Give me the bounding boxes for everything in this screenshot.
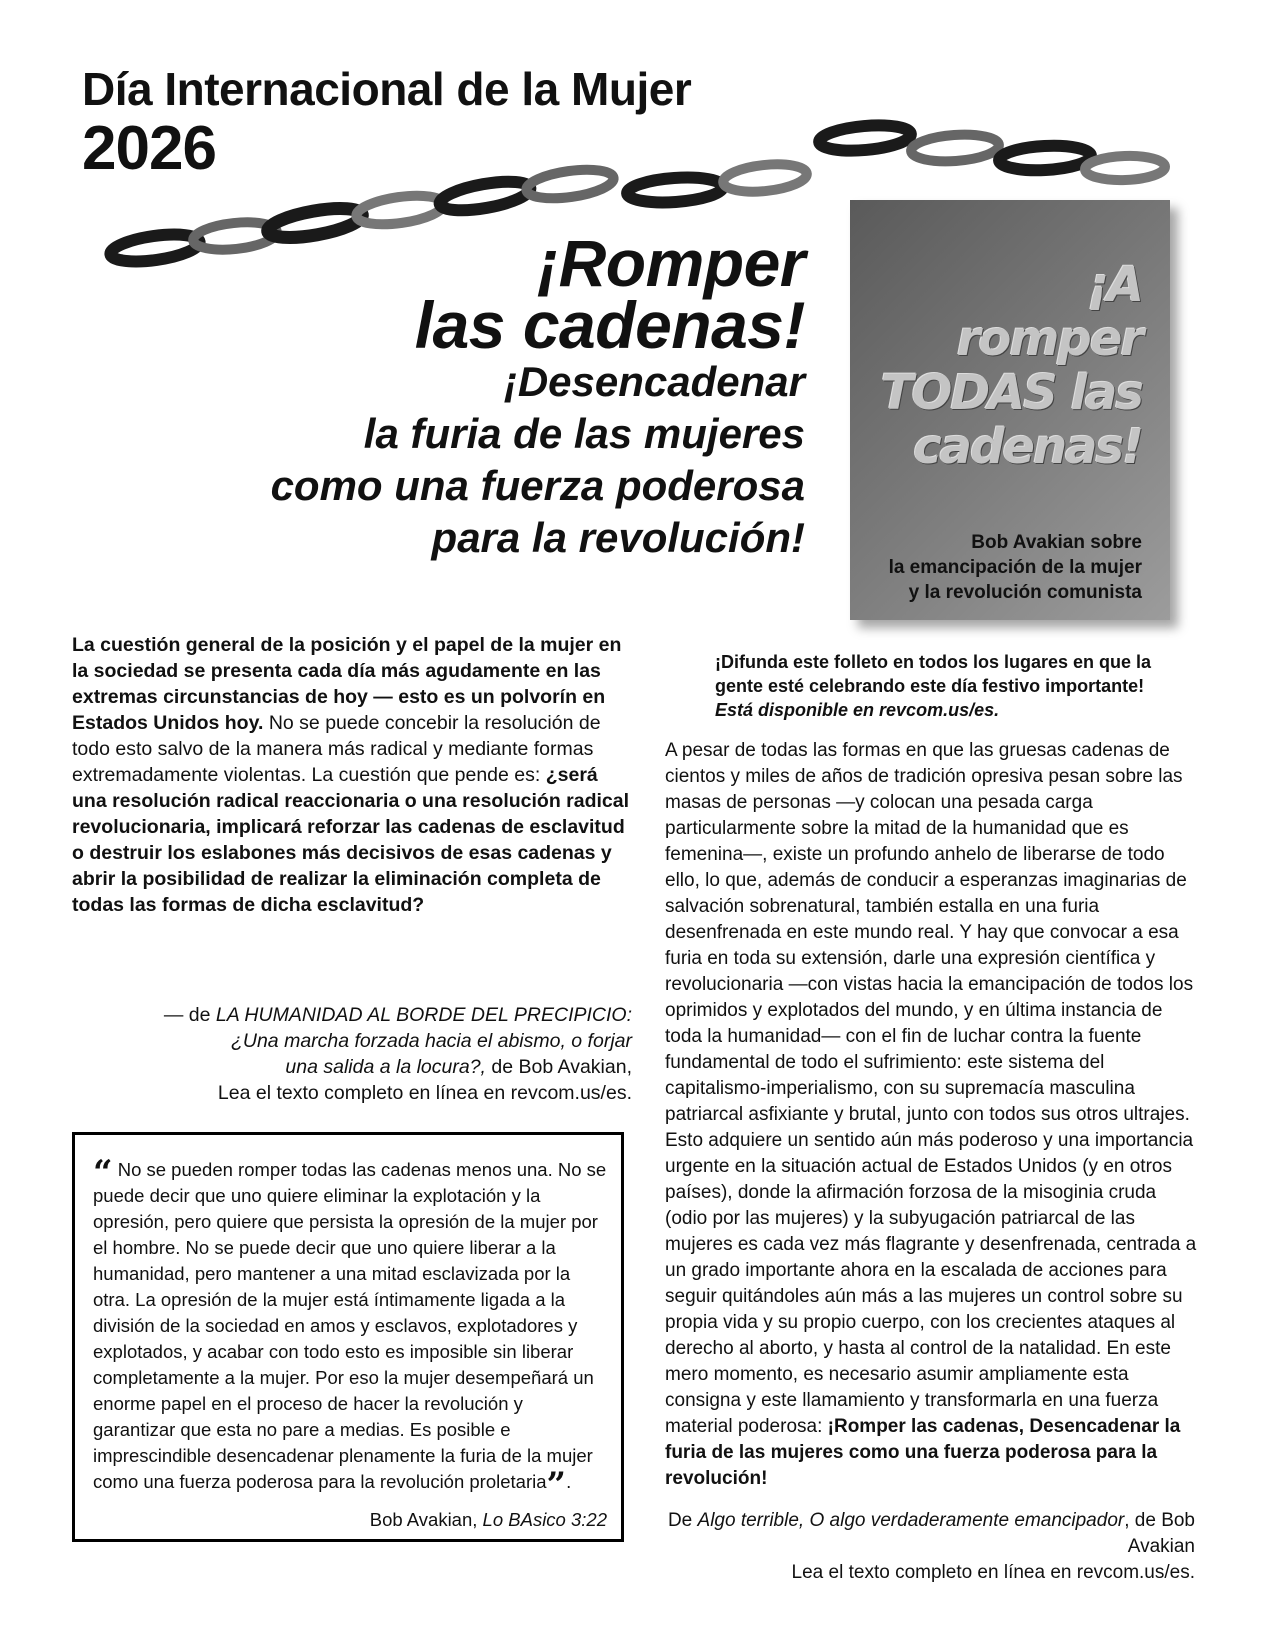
distribution-callout — [715, 650, 1195, 722]
headline-line-4: la furia de las mujeres — [363, 410, 805, 457]
book-title-line-1: ¡A — [1086, 257, 1142, 313]
quote-author: Bob Avakian, — [369, 1509, 483, 1530]
left-source-title-1: LA HUMANIDAD AL BORDE DEL PRECIPICIO: — [215, 1004, 632, 1026]
intro-bold-question: ¿será una resolución radical reaccionaria o una resolución radical revolucionaria, implicará reforzar las cadenas de esclavitud o destruir los eslabones más decisivos de esas cadenas y abrir la posibilidad de realizar la eliminación completa de todas las formas de dicha esclavitud? — [72, 764, 630, 916]
left-source-prefix: — de — [163, 1004, 216, 1026]
quote-text-block: “ No se pueden romper todas las cadenas menos una. No se puede decir que uno quiere eliminar la explotación y la opresión, pero quiere que persista la opresión de la mujer por el hombre. No se puede decir que uno quiere liberar a la humanidad, pero mantener a una mitad esclavizada por la otra. La opresión de la mujer está íntimamente ligada a la división de la sociedad en amos y esclavos, explotadores y explotados, y acabar con todo esto es imposible sin liberar completamente a la mujer. Por eso la mujer desempeñará un enorme papel en el proceso de hacer la revolución y garantizar que esta no pare a medias. Es posible e imprescindible desencadenar plenamente la furia de la mujer como una fuerza poderosa para la revolución proletaria”. — [93, 1153, 607, 1505]
distribution-callout-text: ¡Difunda este folleto en todos los lugares en que la gente esté celebrando este día festivo importante! — [715, 652, 1152, 696]
open-quote-icon: “ — [93, 1153, 113, 1193]
right-source-author: , de Bob Avakian — [1124, 1510, 1195, 1557]
right-body-text: A pesar de todas las formas en que las gruesas cadenas de cientos y miles de años de tradición opresiva pesan sobre las masas de personas —y colocan una pesada carga particularmente sobre la mitad de la humanidad que es femenina—, existe un profundo anhelo de liberarse de todo ello, lo que, además de conducir a esperanzas imaginarias de salvación sobrenatural, también estalla en una furia desenfrenada en este mundo real. Y hay que convocar a esa furia en toda su extensión, darle una expresión científica y revolucionaria —con vistas hacia la emancipación de todos los oprimidos y explotados del mundo, y en última instancia de toda la humanidad— con el fin de luchar contra la fuente fundamental de todo el sufrimiento: este sistema del capitalismo-imperialismo, con su supremacía masculina patriarcal asfixiante y brutal, junto con todos sus otros ultrajes. Esto adquiere un sentido aún más poderoso y una importancia urgente en la situación actual de Estados Unidos (y en otros países), donde la afirmación forzosa de la misoginia cruda (odio por las mujeres) y la subyugación patriarcal de las mujeres es cada vez más flagrante y desenfrenada, centrada a un grado importante ahora en la escalada de acciones para seguir quitándoles aún más a las mujeres un control sobre su propia vida y su propio cuerpo, con los crecientes ataques al derecho al aborto, y hasta al control de la natalidad. En este mero momento, es necesario asumir ampliamente esta consigna y este llamamiento y transformarla en una fuerza material poderosa: — [665, 740, 1197, 1437]
right-body-bold-slogan: ¡Romper las cadenas, Desencadenar la furia de las mujeres como una fuerza poderosa para la revolución! — [665, 1416, 1181, 1489]
quote-text: No se pueden romper todas las cadenas menos una. No se puede decir que uno quiere eliminar la explotación y la opresión, pero quiere que persista la opresión de la mujer por el hombre. No se puede decir que uno quiere liberar a la humanidad, pero mantener a una mitad esclavizada por la otra. La opresión de la mujer está íntimamente ligada a la división de la sociedad en amos y esclavos, explotadores y explotados, y acabar con todo esto es imposible sin liberar completamente a la mujer. Por eso la mujer desempeñará un enorme papel en el proceso de hacer la revolución y garantizar que esta no pare a medias. Es posible e imprescindible desencadenar plenamente la furia de la mujer como una fuerza poderosa para la revolución proletaria — [93, 1159, 607, 1492]
book-subtitle-line-1: Bob Avakian sobre — [971, 532, 1142, 553]
quote-box — [72, 1132, 624, 1542]
headline-line-5: como una fuerza poderosa — [270, 462, 805, 509]
availability-text: Está disponible en revcom.us/es. — [715, 700, 1000, 720]
right-source-title: Algo terrible, O algo verdaderamente emancipador — [697, 1510, 1125, 1531]
event-title: Día Internacional de la Mujer — [82, 63, 692, 115]
headline-line-1: ¡Romper — [537, 226, 805, 300]
book-subtitle-line-2: la emancipación de la mujer — [888, 557, 1142, 578]
headline — [60, 226, 805, 564]
right-source-prefix: De — [667, 1510, 698, 1531]
left-intro-paragraph — [72, 632, 632, 918]
book-subtitle-line-3: y la revolución comunista — [908, 582, 1142, 603]
intro-regular-text: No se puede concebir la resolución de todo esto salvo de la manera más radical y mediante formas extremadamente violentas. La cuestión que pende es: — [72, 712, 601, 786]
book-title-line-3: TODAS las — [880, 365, 1142, 421]
headline-line-6: para la revolución! — [431, 514, 805, 561]
left-source-link: Lea el texto completo en línea en revcom.us/es. — [217, 1082, 632, 1104]
book-cover-title — [852, 258, 1142, 474]
left-source-citation — [72, 1002, 632, 1106]
left-source-title-2: ¿Una marcha forzada hacia el abismo, o forjar — [230, 1030, 632, 1052]
right-body-paragraph — [665, 738, 1197, 1492]
close-quote-icon: ” — [546, 1465, 567, 1505]
book-title-line-2: romper — [956, 311, 1142, 367]
book-cover-subtitle — [852, 530, 1142, 605]
intro-bold-text: La cuestión general de la posición y el papel de la mujer en la sociedad se presenta cada día más agudamente en las extremas circunstancias de hoy — esto es un polvorín en Estados Unidos hoy. — [72, 634, 622, 734]
quote-work: Lo BAsico 3:22 — [482, 1509, 607, 1530]
right-source-link: Lea el texto completo en línea en revcom.us/es. — [791, 1562, 1195, 1583]
headline-line-3: ¡Desencadenar — [503, 358, 805, 405]
book-title-line-4: cadenas! — [913, 419, 1142, 475]
right-source-citation — [665, 1508, 1195, 1586]
left-source-title-3: una salida a la locura?, — [285, 1056, 486, 1078]
quote-attribution — [93, 1509, 607, 1531]
event-year: 2026 — [82, 114, 216, 183]
book-cover — [850, 200, 1170, 620]
left-source-author: de Bob Avakian, — [485, 1056, 632, 1078]
headline-line-2: las cadenas! — [414, 288, 805, 362]
